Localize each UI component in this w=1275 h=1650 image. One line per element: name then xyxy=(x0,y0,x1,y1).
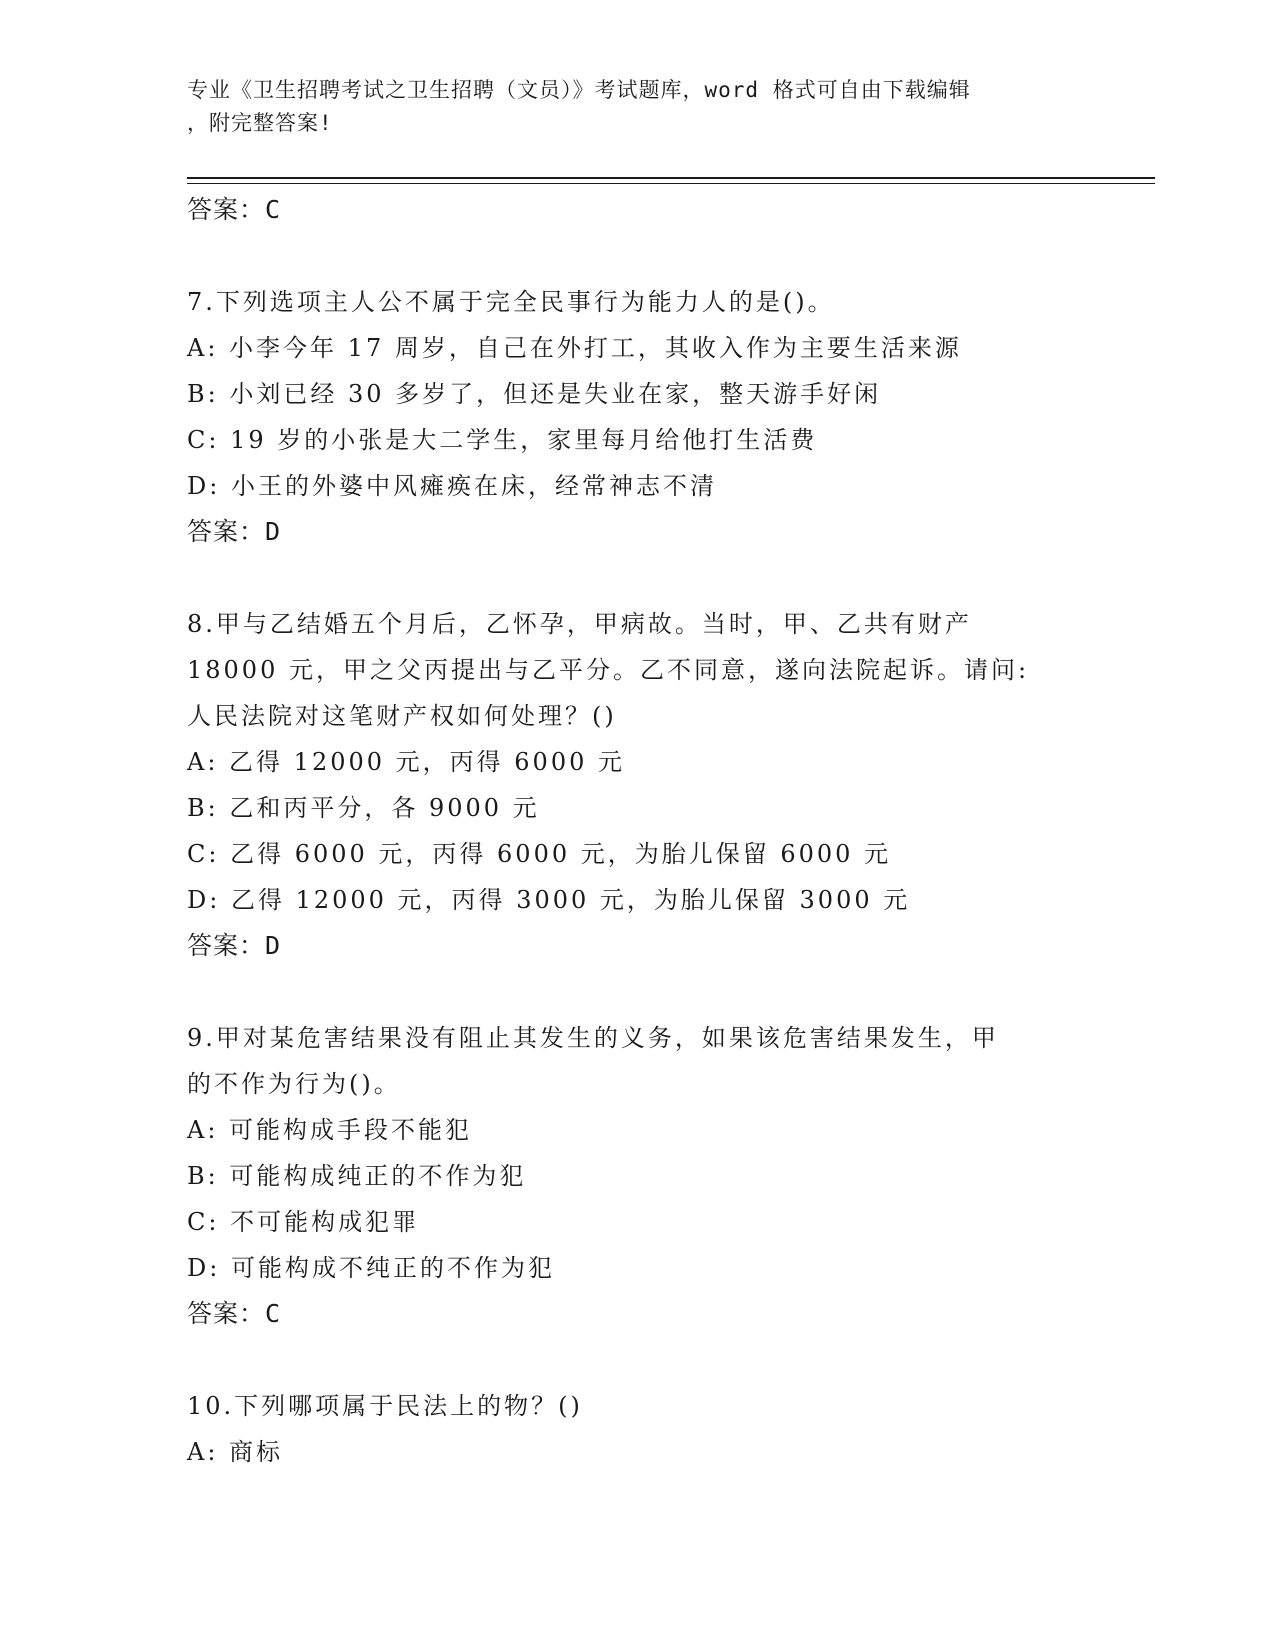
option-c: C: 19 岁的小张是大二学生，家里每月给他打生活费 xyxy=(187,426,818,454)
spacer xyxy=(187,969,1087,1015)
option-a: A: 商标 xyxy=(187,1438,284,1466)
option-a: A: 乙得 12000 元，丙得 6000 元 xyxy=(187,748,625,776)
option-a: A: 小李今年 17 周岁，自己在外打工，其收入作为主要生活来源 xyxy=(187,334,962,362)
answer: 答案：D xyxy=(187,517,282,546)
header-line-2: ，附完整答案! xyxy=(187,111,333,135)
previous-answer: 答案：C xyxy=(187,195,282,224)
spacer xyxy=(187,233,1087,279)
question-list xyxy=(187,187,1087,1475)
option-c: C: 不可能构成犯罪 xyxy=(187,1208,420,1236)
option-b: B: 可能构成纯正的不作为犯 xyxy=(187,1162,527,1190)
option-d: D: 可能构成不纯正的不作为犯 xyxy=(187,1254,555,1282)
question-stem: 的不作为行为()。 xyxy=(187,1070,401,1098)
question-stem: 18000 元，甲之父丙提出与乙平分。乙不同意，遂向法院起诉。请问: xyxy=(187,656,1030,684)
question-stem: 8.甲与乙结婚五个月后，乙怀孕，甲病故。当时，甲、乙共有财产 xyxy=(187,610,972,638)
question-7 xyxy=(187,279,1087,555)
header-divider-thick xyxy=(187,177,1155,179)
option-d: D: 乙得 12000 元，丙得 3000 元，为胎儿保留 3000 元 xyxy=(187,886,911,914)
question-stem: 10.下列哪项属于民法上的物？() xyxy=(187,1392,583,1420)
option-a: A: 可能构成手段不能犯 xyxy=(187,1116,473,1144)
header-line-1: 专业《卫生招聘考试之卫生招聘（文员）》考试题库，word 格式可自由下载编辑 xyxy=(187,78,971,102)
option-b: B: 小刘已经 30 多岁了，但还是失业在家，整天游手好闲 xyxy=(187,380,882,408)
document-header xyxy=(187,74,1067,140)
answer: 答案：C xyxy=(187,1299,282,1328)
question-stem: 9.甲对某危害结果没有阻止其发生的义务，如果该危害结果发生，甲 xyxy=(187,1024,999,1052)
question-8 xyxy=(187,601,1087,969)
answer: 答案：D xyxy=(187,931,282,960)
question-10 xyxy=(187,1383,1087,1475)
spacer xyxy=(187,555,1087,601)
option-b: B: 乙和丙平分，各 9000 元 xyxy=(187,794,540,822)
header-divider-thin xyxy=(187,183,1155,184)
question-stem: 7.下列选项主人公不属于完全民事行为能力人的是()。 xyxy=(187,288,835,316)
question-9 xyxy=(187,1015,1087,1337)
spacer xyxy=(187,1337,1087,1383)
option-c: C: 乙得 6000 元，丙得 6000 元，为胎儿保留 6000 元 xyxy=(187,840,892,868)
question-stem: 人民法院对这笔财产权如何处理？() xyxy=(187,702,617,730)
option-d: D: 小王的外婆中风瘫痪在床，经常神志不清 xyxy=(187,472,717,500)
